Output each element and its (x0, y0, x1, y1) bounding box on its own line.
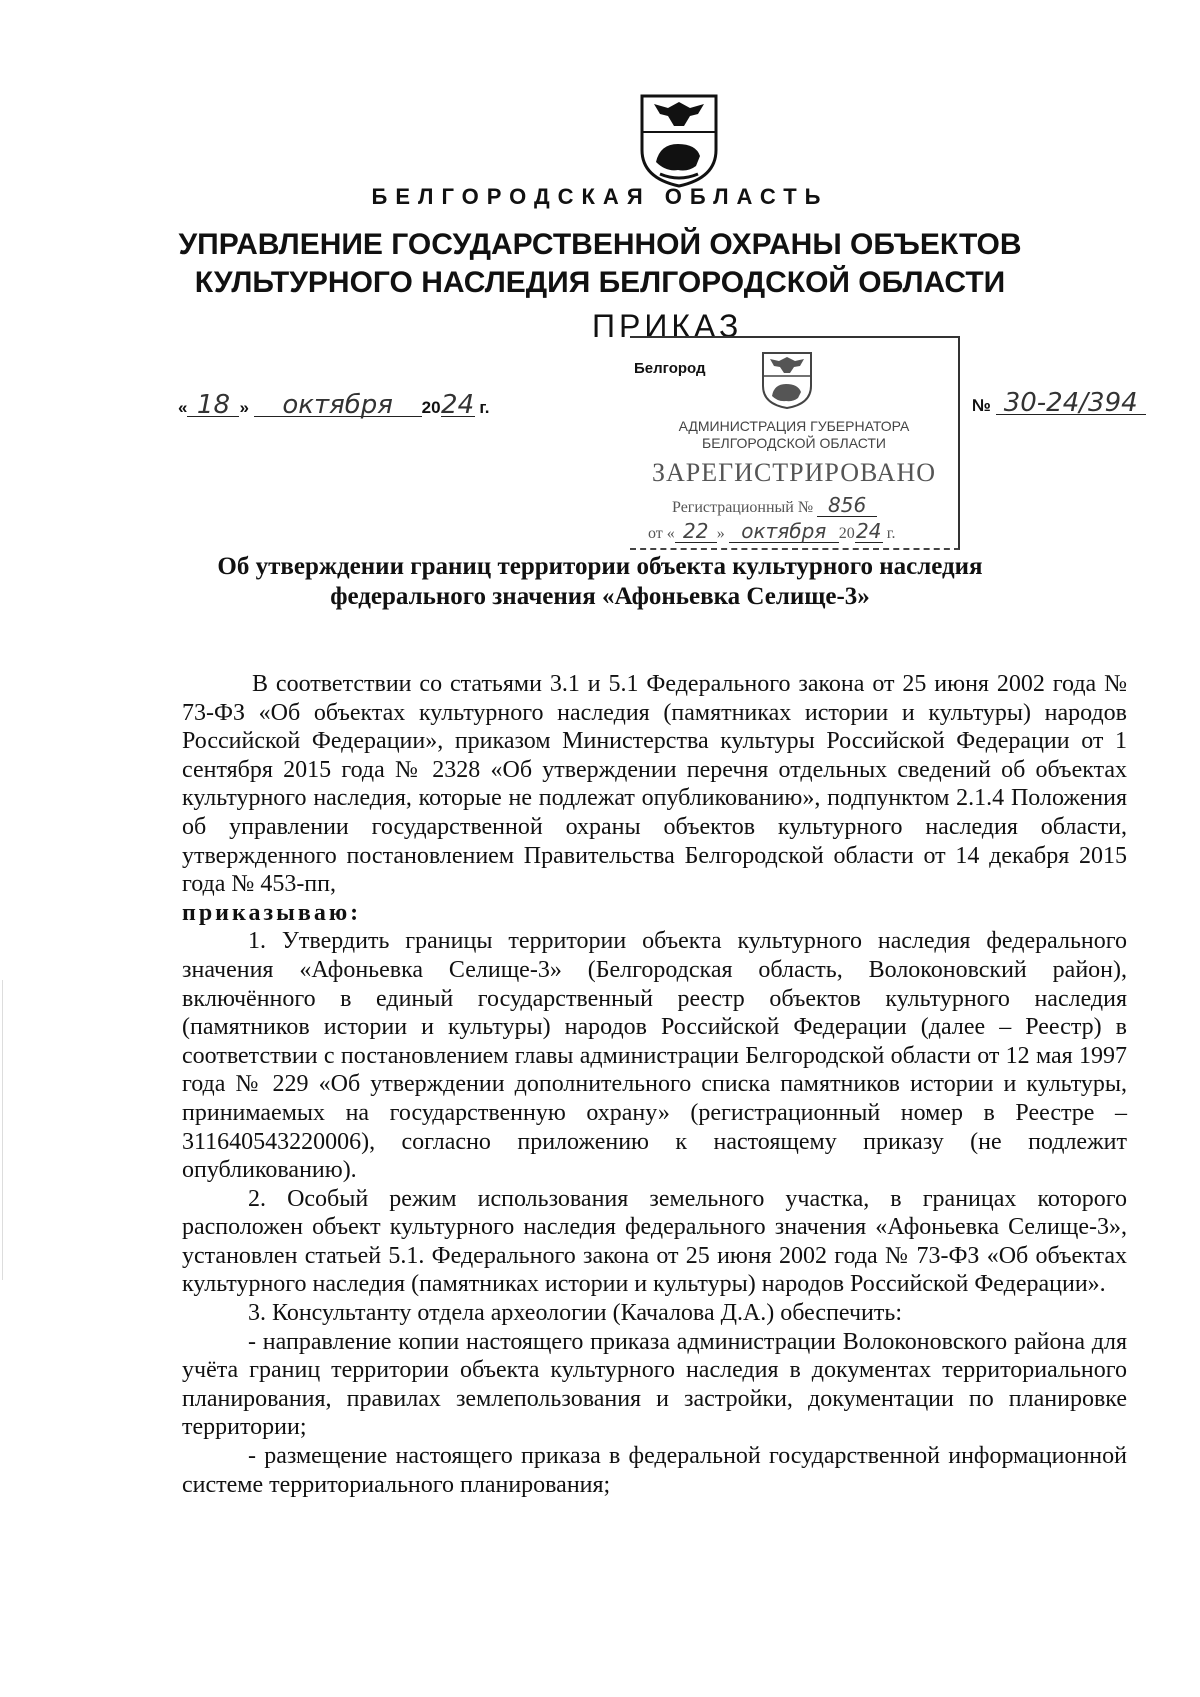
stamp-reg-number: 856 (817, 494, 877, 517)
date-year-prefix: 20 (421, 398, 441, 417)
document-title (0, 552, 1200, 612)
date-close-quote: » (239, 398, 249, 417)
document-type: ПРИКАЗ (592, 308, 743, 344)
stamp-registered: ЗАРЕГИСТРИРОВАНО (652, 458, 936, 487)
order-number (972, 388, 1146, 418)
date-month: октября (254, 394, 422, 417)
stamp-quote-close: » (716, 525, 725, 542)
stamp-admin-line2: БЕЛГОРОДСКОЙ ОБЛАСТИ (702, 435, 886, 451)
registration-stamp (630, 336, 960, 550)
stamp-reg-number-line (672, 494, 877, 517)
stamp-admin-line1: АДМИНИСТРАЦИЯ ГУБЕРНАТОРА (678, 418, 910, 434)
title-line1: Об утверждении границ территории объекта культурного наследия (217, 553, 983, 580)
item-1-paragraph: 1. Утвердить границы территории объекта культурного наследия федерального значения «Афоньевка Селище-3» (Белгородская область, Волоконовский район), включённого в единый государственный реестр объектов культурного наследия (памятников истории и культуры) народов Российской Федерации (далее – Реестр) в соответствии с постановлением главы администрации Белгородской области от 12 мая 1997 года № 229 «Об утверждении дополнительного списка памятников истории и культуры, принимаемых на государственную охрану» (регистрационный номер в Реестре – 311640543220006), согласно приложению к настоящему приказу (не подлежит опубликованию). (182, 928, 1127, 1184)
organization-name-line2: КУЛЬТУРНОГО НАСЛЕДИЯ БЕЛГОРОДСКОЙ ОБЛАСТИ (194, 266, 1006, 299)
stamp-reg-date-line (648, 520, 896, 543)
preamble-paragraph: В соответствии со статьями 3.1 и 5.1 Федерального закона от 25 июня 2002 года № 73-ФЗ «Об объектах культурного наследия (памятниках истории и культуры) народов Российской Федерации», приказом Министерства культуры Российской Федерации от 1 сентября 2015 года № 2328 «Об утверждении перечня отдельных сведений об объектах культурного наследия, которые не подлежат опубликованию», подпунктом 2.1.4 Положения об управлении государственной охраны объектов культурного наследия области, утвержденного постановлением Правительства Белгородской области от 14 декабря 2015 года № 453-пп, (182, 671, 1127, 898)
stamp-emblem-icon (760, 350, 814, 410)
stamp-day: 22 (675, 520, 717, 543)
number-value: 30-24/394 (996, 392, 1146, 415)
item-3-paragraph: 3. Консультанту отдела археологии (Качалова Д.А.) обеспечить: (248, 1300, 902, 1327)
stamp-from-label: от « (648, 525, 675, 542)
item-2-paragraph: 2. Особый режим использования земельного участка, в границах которого расположен объект культурного наследия федерального значения «Афоньевка Селище-3», установлен статьей 5.1. Федерального закона от 25 июня 2002 года № 73-ФЗ «Об объектах культурного наследия (памятниках истории и культуры) народов Российской Федерации». (182, 1185, 1127, 1298)
stamp-year-prefix: 20 (838, 525, 855, 542)
organization-name-line1: УПРАВЛЕНИЕ ГОСУДАРСТВЕННОЙ ОХРАНЫ ОБЪЕКТОВ (178, 228, 1022, 261)
stamp-year-end: г. (886, 525, 896, 542)
stamp-city: Белгород (634, 360, 706, 377)
belgorod-coat-of-arms-icon (638, 92, 720, 188)
scan-edge-mark (2, 980, 3, 1280)
region-name: БЕЛГОРОДСКАЯ ОБЛАСТЬ (371, 184, 829, 209)
number-label: № (972, 396, 991, 415)
order-word: приказываю: (182, 899, 362, 926)
date-year-end: г. (479, 398, 490, 417)
stamp-month: октября (729, 520, 839, 543)
stamp-year-suffix: 24 (856, 519, 882, 543)
date-day: 18 (187, 394, 239, 417)
stamp-reg-label: Регистрационный № (672, 499, 814, 516)
item-3a-paragraph: - направление копии настоящего приказа администрации Волоконовского района для учёта границ территории объекта культурного наследия в документах территориального планирования, правилах землепользования и застройки, документации по планировке территории; (182, 1328, 1127, 1441)
title-line2: федерального значения «Афоньевка Селище-3» (330, 583, 870, 610)
item-3b-paragraph: - размещение настоящего приказа в федеральной государственной информационной системе территориального планирования; (182, 1443, 1127, 1498)
document-body (182, 670, 1127, 1499)
date-year-suffix: 24 (441, 390, 475, 420)
date-open-quote: « (178, 398, 188, 417)
order-date (178, 390, 490, 420)
